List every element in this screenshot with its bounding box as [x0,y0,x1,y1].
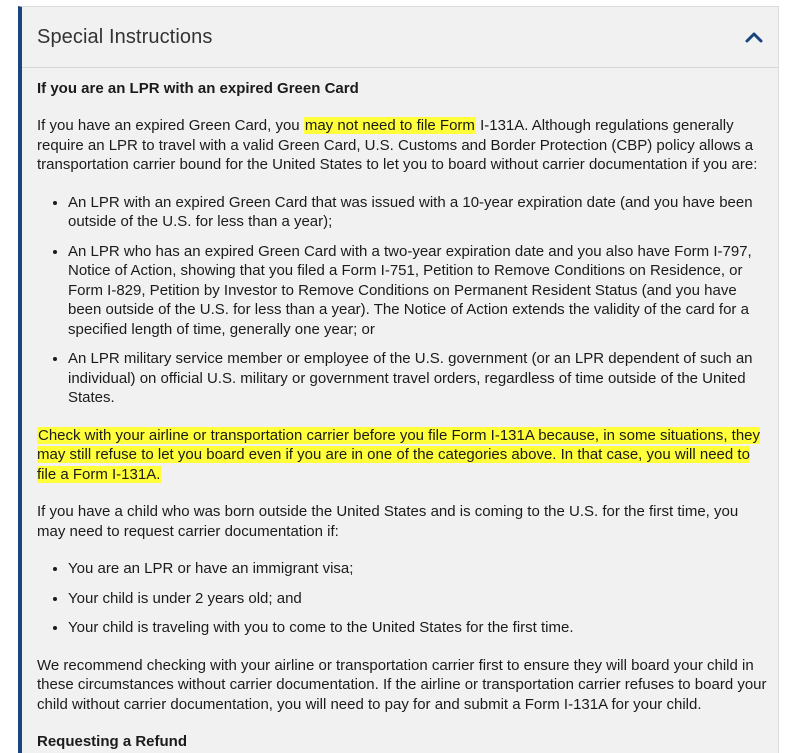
paragraph-check-airline [37,426,767,485]
list-item: • An LPR with an expired Green Card that was issued with a 10-year expiration date (and you have been outside of the U.S. for less than a year); [68,193,767,232]
list-item: • You are an LPR or have an immigrant visa; [68,559,767,579]
lpr-conditions-list [37,193,767,408]
special-instructions-accordion [18,6,779,753]
p1-text-after: I-131A. Although regulations generally require an LPR to travel with a valid Green Card, U.S. Customs and Border Protection (CBP) policy allows a transportation carrier bound for the United States to let you to board without carrier documentation if you are: [37,117,758,173]
p1-text-before: If you have an expired Green Card, you [37,117,304,134]
paragraph-expired-card-intro [37,116,767,175]
list-item: • Your child is traveling with you to come to the United States for the first time. [68,618,767,638]
paragraph-child-born-outside: If you have a child who was born outside the United States and is coming to the U.S. for the first time, you may need to request carrier documentation if: [37,503,739,540]
section-heading-expired-green-card: If you are an LPR with an expired Green Card [37,80,359,97]
list-item: • Your child is under 2 years old; and [68,589,767,609]
list-item: • An LPR who has an expired Green Card with a two-year expiration date and you also have Form I-797, Notice of Action, showing that you filed a Form I-751, Petition to Remove Conditions on Residence, or Form I-829, Petition by Investor to Remove Conditions on Permanent Resident Status (and you have been outside of the U.S. for less than a year). The Notice of Action extends the validity of the card for a specified length of time, generally one year; or [68,242,767,340]
paragraph-recommendation: We recommend checking with your airline or transportation carrier first to ensure they will board your child in these circumstances without carrier documentation. If the airline or transportation carrier refuses to board your child without carrier documentation, you will need to pay for and submit a Form I-131A for your child. [37,656,767,713]
child-conditions-list [37,559,767,638]
section-heading-refund: Requesting a Refund [37,733,188,750]
highlighted-text: may not need to file Form [304,117,475,134]
accordion-title: Special Instructions [37,26,213,48]
accordion-content [37,79,767,752]
highlighted-text: Check with your airline or transportation carrier before you file Form I-131A because, in some situations, they may still refuse to let you board even if you are in one of the categories above. In that case, you will need to file a Form I-131A. [37,426,761,483]
accordion-header[interactable] [22,7,778,68]
chevron-up-icon[interactable] [742,25,766,49]
list-item: • An LPR military service member or employee of the U.S. government (or an LPR dependent of such an individual) on official U.S. military or government travel orders, regardless of time outside of the United States. [68,349,767,408]
